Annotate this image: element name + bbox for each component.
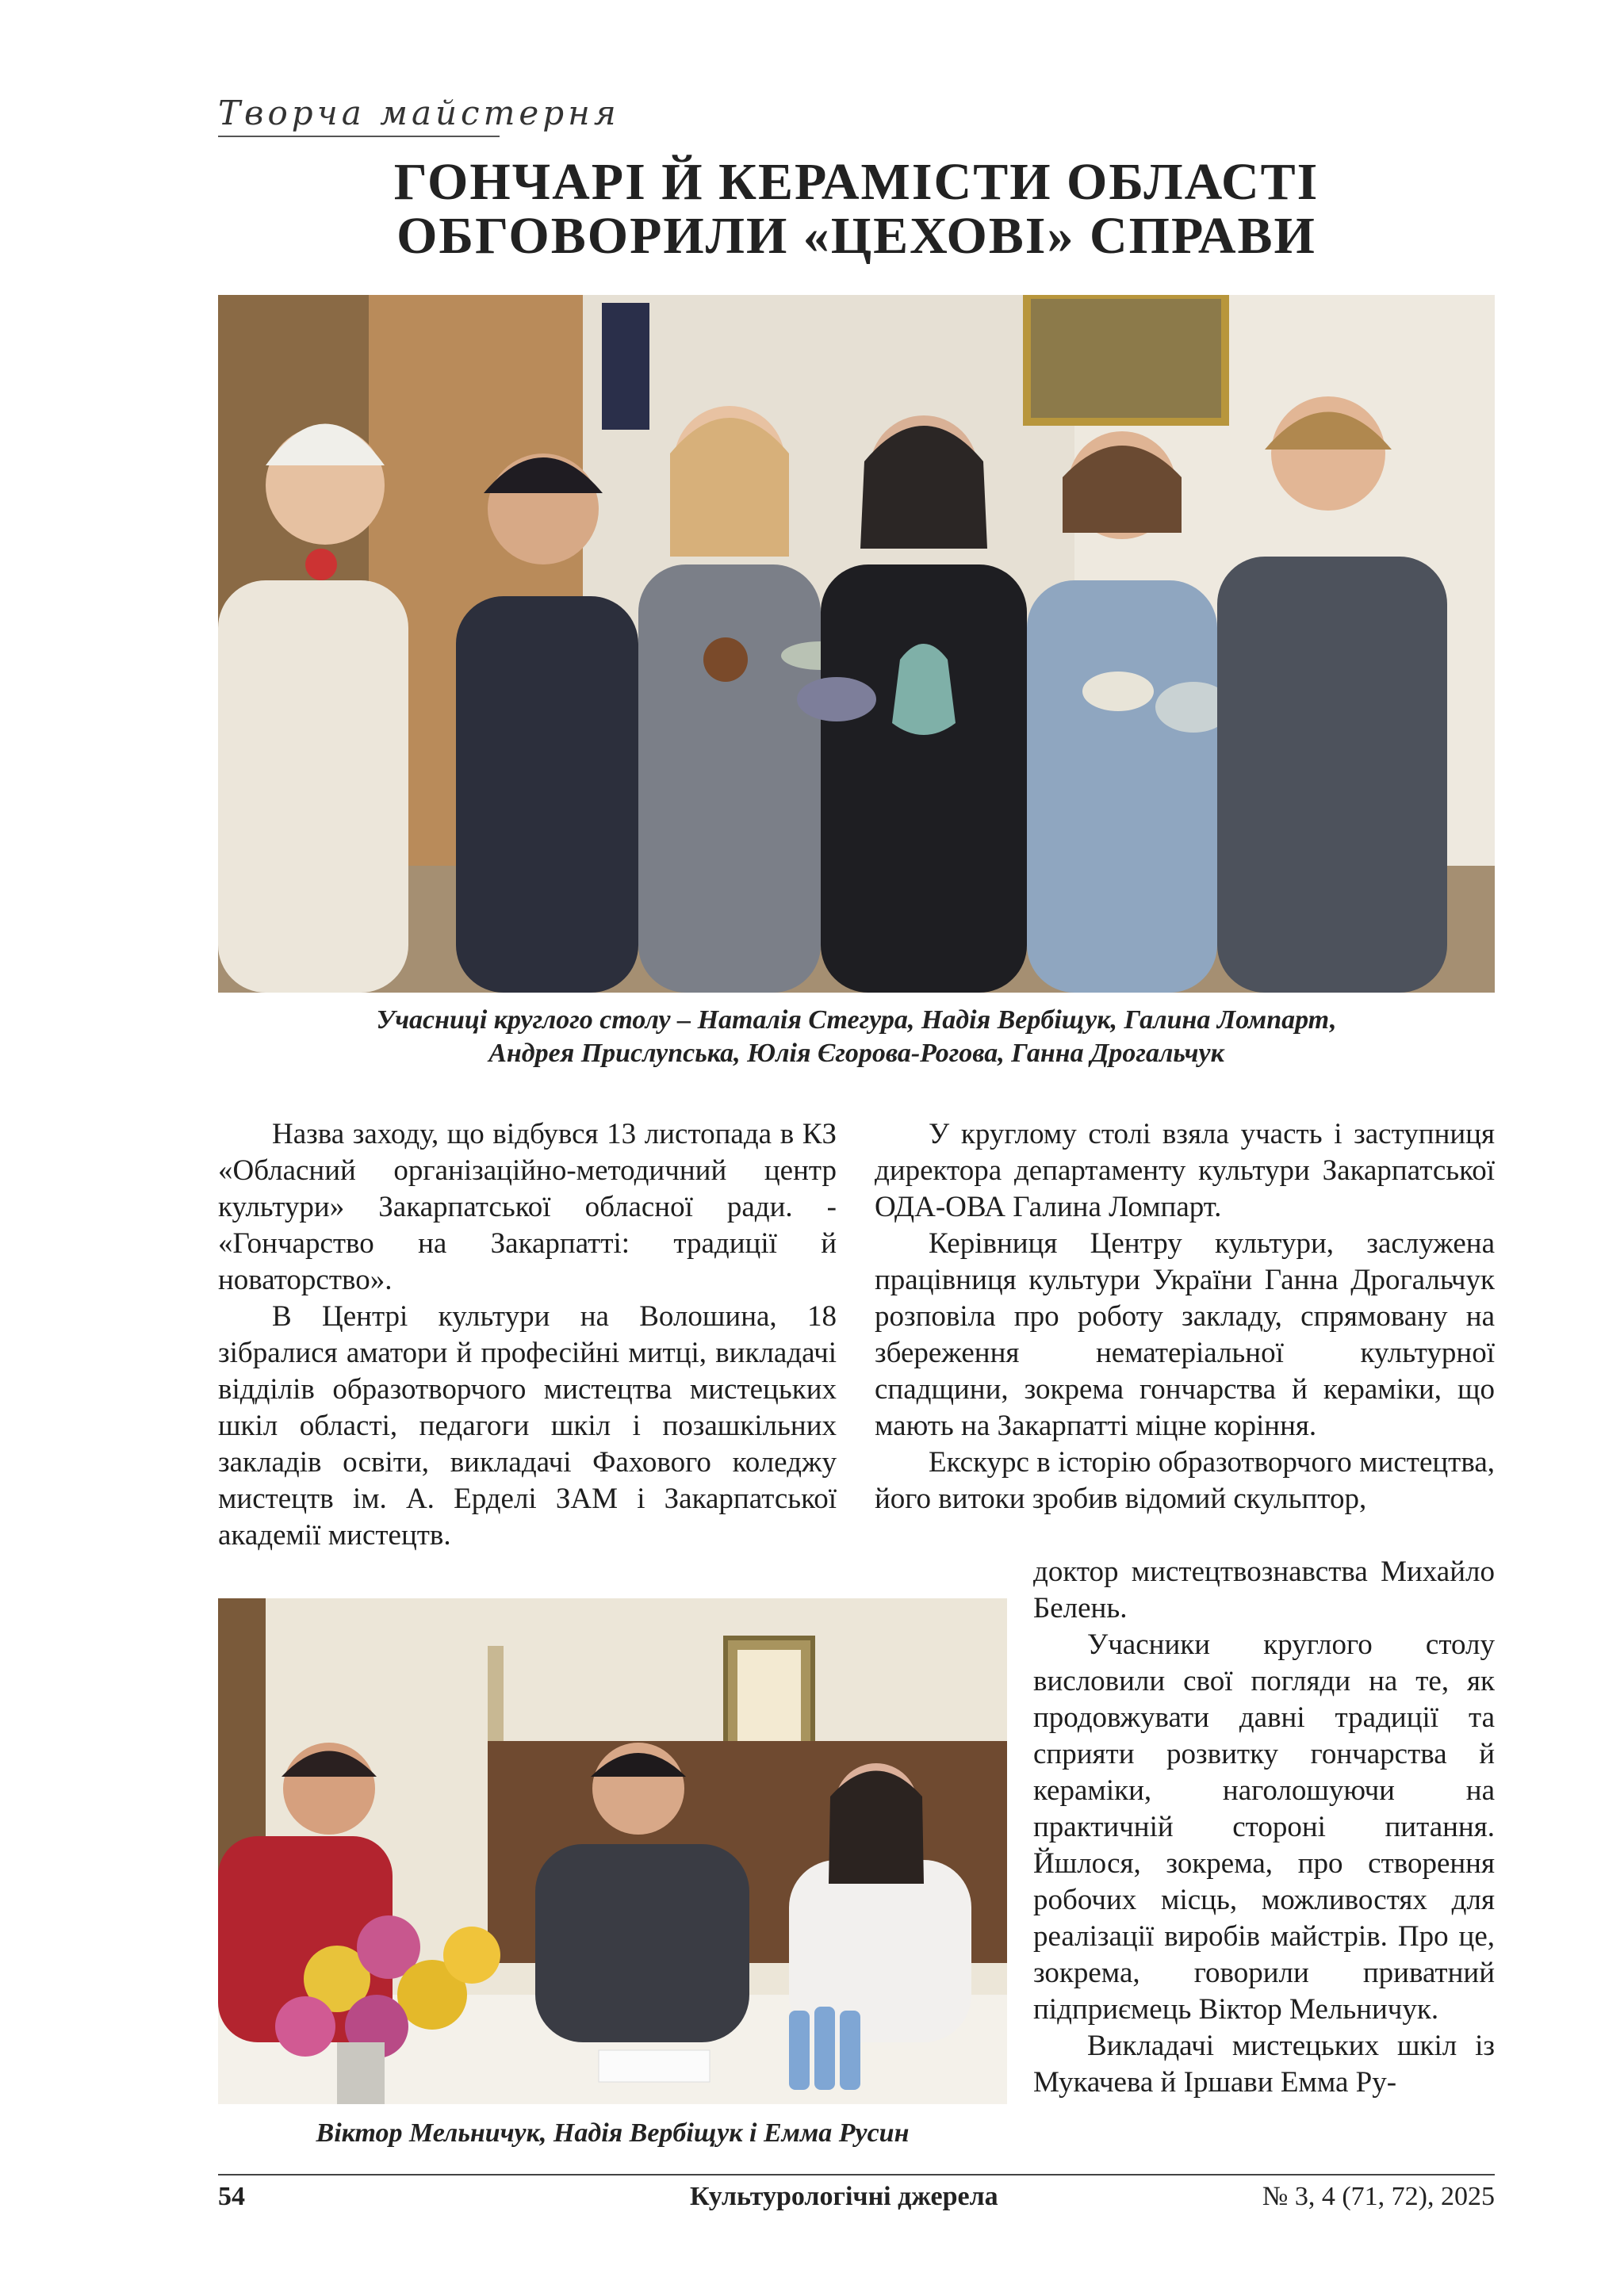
article-title-line-1: ГОНЧАРІ Й КЕРАМІСТИ ОБЛАСТІ (393, 153, 1320, 211)
right-column-narrow (1033, 1554, 1495, 2101)
paragraph: Екскурс в історію образотворчого мистецтва, його витоки зробив відомий скульптор, (875, 1446, 1495, 1515)
round-table-photo (218, 1598, 1007, 2104)
paragraph: Викладачі мистецьких шкіл із Мукачева й Іршави Емма Ру- (1033, 2030, 1495, 2099)
section-underline (218, 136, 500, 137)
paragraph: В Центрі культури на Волошина, 18 зібралися аматори й професійні митці, викладачі відділів образотворчого мистецтва мистецьких шкіл області, педагоги шкіл і позашкільних закладів освіти, викладачі Фахового коледжу мистецтв ім. А. Ерделі ЗАМ і Закарпатської академії мистецтв. (218, 1300, 837, 1552)
article-title-line-2: ОБГОВОРИЛИ «ЦЕХОВІ» СПРАВИ (396, 207, 1316, 265)
paragraph: доктор мистецтвознавства Михайло Белень. (1033, 1556, 1495, 1624)
journal-name: Культурологічні джерела (690, 2182, 998, 2211)
footer-rule (218, 2174, 1495, 2175)
photo-caption-line-2: Андрея Прислупська, Юлія Єгорова-Рогова, Ганна Дрогальчук (488, 1039, 1224, 1068)
page-number: 54 (218, 2182, 245, 2211)
group-photo (218, 295, 1495, 993)
photo-caption-line-1: Учасниці круглого столу – Наталія Стегура, Надія Вербіщук, Галина Ломпарт, (376, 1005, 1337, 1035)
right-column (875, 1116, 1495, 1517)
paragraph: Керівниця Центру культури, заслужена працівниця культури України Ганна Дрогальчук розповіла про роботу закладу, спрямовану на збереження нематеріальної культурної спадщини, зокрема гончарства й кераміки, що мають на Закарпатті міцне коріння. (875, 1227, 1495, 1442)
round-table-photo-illustration (218, 1598, 1007, 2104)
group-photo-illustration (218, 295, 1495, 993)
paragraph: У круглому столі взяла участь і заступниця директора департаменту культури Закарпатської ОДА-ОВА Галина Ломпарт. (875, 1118, 1495, 1223)
issue-number: № 3, 4 (71, 72), 2025 (1262, 2182, 1495, 2211)
photo-caption-2: Віктор Мельничук, Надія Вербіщук і Емма Русин (316, 2118, 910, 2148)
paragraph: Назва заходу, що відбувся 13 листопада в КЗ «Обласний організаційно-методичний центр культури» Закарпатської обласної ради. - «Гончарство на Закарпатті: традиції й новаторство». (218, 1118, 837, 1296)
paragraph: Учасники круглого столу висловили свої погляди на те, як продовжувати давні традиції та сприяти розвитку гончарства й кераміки, наголошуючи на практичній стороні питання. Йшлося, зокрема, про створення робочих місць, можливостях для реалізації виробів майстрів. Про це, зокрема, говорили приватний підприємець Віктор Мельничук. (1033, 1628, 1495, 2026)
section-label: Творча майстерня (218, 94, 620, 132)
left-column (218, 1116, 837, 1554)
